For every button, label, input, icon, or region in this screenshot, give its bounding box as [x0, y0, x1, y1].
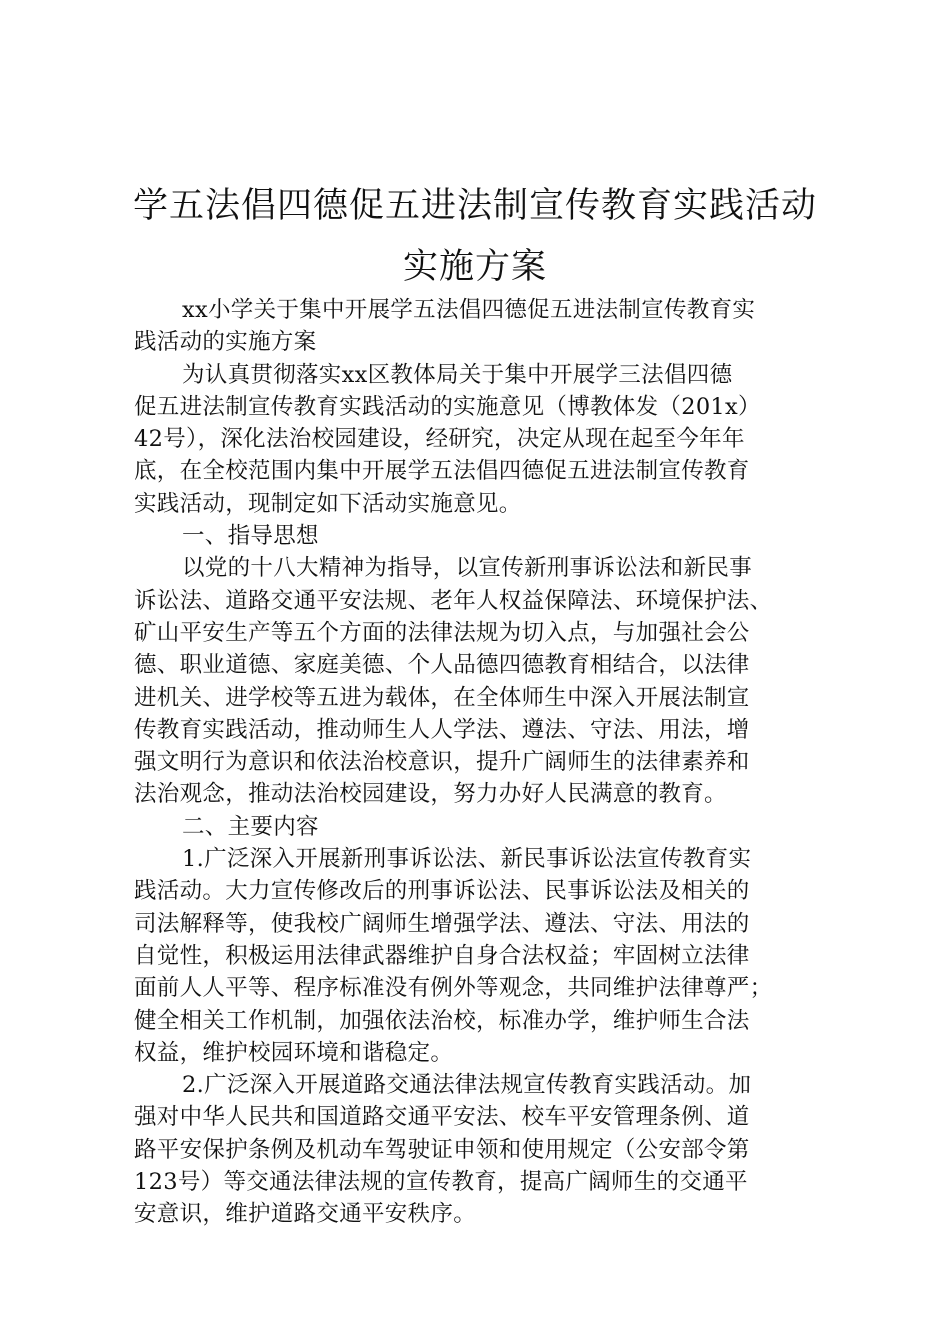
text-line: 传教育实践活动，推动师生人人学法、遵法、守法、用法，增 — [134, 716, 750, 743]
text-line: 践活动。大力宣传修改后的刑事诉讼法、民事诉讼法及相关的 — [134, 878, 750, 905]
text-line: 促五进法制宣传教育实践活动的实施意见（博教体发（201x） — [134, 393, 761, 420]
text-line: xx小学关于集中开展学五法倡四德促五进法制宣传教育实 — [182, 297, 756, 323]
document-body — [134, 294, 834, 1231]
paragraph-purpose — [134, 359, 834, 520]
text-line: 司法解释等，使我校广阔师生增强学法、遵法、守法、用法的 — [134, 910, 750, 937]
document-title-line-2: 实施方案 — [402, 247, 547, 287]
text-line: 底，在全校范围内集中开展学五法倡四德促五进法制宣传教育 — [134, 458, 750, 485]
text-line: 实践活动，现制定如下活动实施意见。 — [134, 490, 522, 517]
paragraph-item-1 — [134, 843, 834, 1069]
text-line: 一、指导思想 — [182, 523, 319, 550]
text-line: 路平安保护条例及机动车驾驶证申领和使用规定（公安部令第 — [134, 1136, 750, 1163]
text-line: 1.广泛深入开展新刑事诉讼法、新民事诉讼法宣传教育实 — [182, 846, 752, 873]
text-line: 践活动的实施方案 — [134, 329, 317, 356]
text-line: 为认真贯彻落实xx区教体局关于集中开展学三法倡四德 — [182, 361, 733, 388]
text-line: 安意识，维护道路交通平安秩序。 — [134, 1201, 477, 1228]
text-line: 诉讼法、道路交通平安法规、老年人权益保障法、环境保护法、 — [134, 587, 773, 614]
text-line: 矿山平安生产等五个方面的法律法规为切入点，与加强社会公 — [134, 619, 750, 646]
text-line: 2.广泛深入开展道路交通法律法规宣传教育实践活动。加 — [182, 1072, 752, 1099]
paragraph-item-2 — [134, 1069, 834, 1230]
text-line: 进机关、进学校等五进为载体，在全体师生中深入开展法制宣 — [134, 684, 750, 711]
text-line: 健全相关工作机制，加强依法治校，标准办学，维护师生合法 — [134, 1007, 750, 1034]
section-heading-main-content — [134, 811, 834, 843]
text-line: 42号），深化法治校园建设，经研究，决定从现在起至今年年 — [134, 426, 745, 453]
document-title-line-1: 学五法倡四德促五进法制宣传教育实践活动 — [132, 186, 817, 226]
text-line: 自觉性，积极运用法律武器维护自身合法权益；牢固树立法律 — [134, 942, 750, 969]
text-line: 面前人人平等、程序标准没有例外等观念，共同维护法律尊严； — [134, 975, 773, 1002]
paragraph-guiding-thought — [134, 552, 834, 810]
text-line: 123号）等交通法律法规的宣传教育，提高广阔师生的交通平 — [134, 1169, 748, 1196]
text-line: 二、主要内容 — [182, 813, 319, 840]
text-line: 法治观念，推动法治校园建设，努力办好人民满意的教育。 — [134, 781, 727, 808]
section-heading-guiding-thought — [134, 520, 834, 552]
paragraph-intro — [134, 294, 834, 359]
text-line: 德、职业道德、家庭美德、个人品德四德教育相结合，以法律 — [134, 652, 750, 679]
text-line: 强对中华人民共和国道路交通平安法、校车平安管理条例、道 — [134, 1104, 750, 1131]
text-line: 权益，维护校园环境和谐稳定。 — [134, 1039, 454, 1066]
text-line: 以党的十八大精神为指导，以宣传新刑事诉讼法和新民事 — [182, 555, 753, 582]
text-line: 强文明行为意识和依法治校意识，提升广阔师生的法律素养和 — [134, 749, 750, 776]
